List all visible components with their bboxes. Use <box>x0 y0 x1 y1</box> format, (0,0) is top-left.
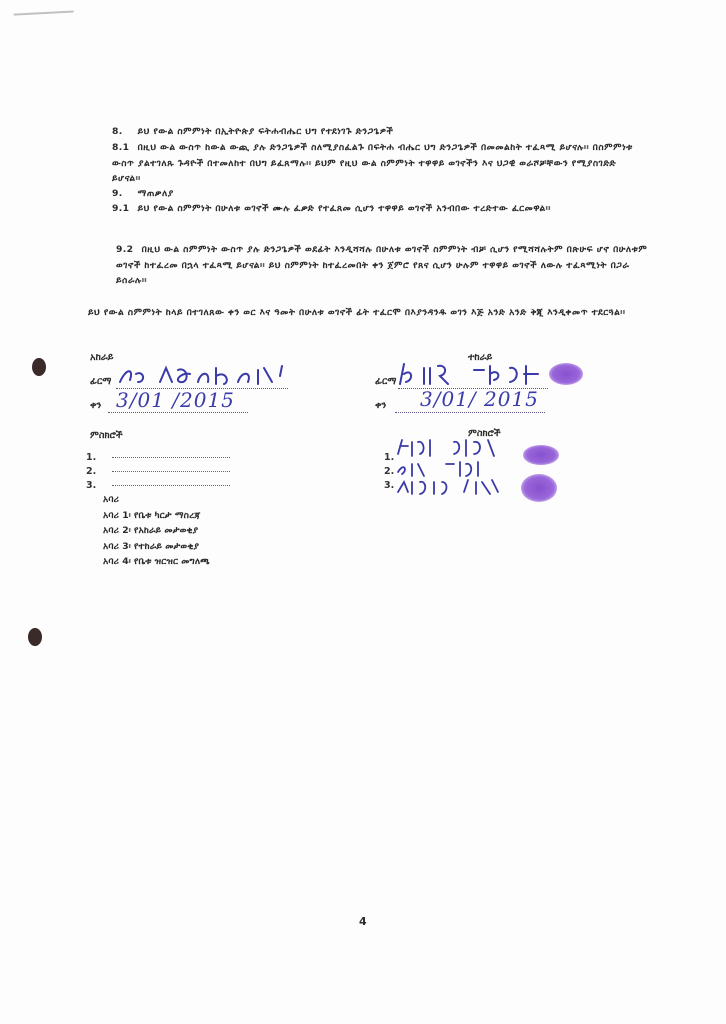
clause-8 <box>112 124 652 140</box>
clause-text: ይህ የውል ስምምነት በኢትዮጵያ ፍትሐብሔር ህግ የተደነገጉ ድንጋጌዎች <box>137 126 394 137</box>
left-date-label: ቀን <box>90 400 102 411</box>
left-signature-label: ፊርማ <box>90 376 112 387</box>
left-witness-row <box>86 480 230 491</box>
annex-item: አባሪ 1፡ የቤቱ ካርታ ማስረጃ <box>103 509 201 521</box>
right-signature-icon <box>398 358 558 390</box>
scan-artifact <box>14 10 75 29</box>
annex-item: አባሪ 3፡ የተከራይ መታወቂያ <box>103 540 200 552</box>
left-witnesses-title: ምስክሮች <box>90 430 123 441</box>
right-witness-row <box>384 466 394 477</box>
closing-statement: ይህ የውል ስምምነት ከላይ በተገለጸው ቀን ወር እና ዓመት በሁለቱ ወገኖች ፊት ተፈርሞ በእያንዳንዱ ወገን እጅ አንድ አንድ ቅጂ እንዲቀመጥ ተደርጓል፡፡ <box>88 307 626 318</box>
witness-signatures-icon <box>394 436 534 498</box>
clause-number: 9.1 <box>112 203 130 214</box>
right-date-label: ቀን <box>375 400 387 411</box>
annex-list <box>103 492 210 570</box>
clause-text: በዚህ ውል ውስጥ ከውል ውጪ ያሉ ድንጋጌዎች ስለሚያስፈልጉ በፍትሐ ብሔር ህግ ድንጋጌዎች በመመልከት ተፈጻሚ ይሆናሉ፡፡ በስምምነቱ ውስጥ ያልተገለጹ ጉዳዮች በተመለከተ በህግ ይፈጸማሉ፡፡ ይህም የዚህ ውል ስምምነት ተዋዋይ ወገኖችን እና ህጋዊ ወራሾቻቸውን የሚያስገድድ ይሆናል፡፡ <box>112 142 633 184</box>
clause-number: 9. <box>112 188 123 199</box>
page-number: 4 <box>359 915 367 928</box>
annex-title: አባሪ <box>103 494 120 505</box>
witness-number: 2. <box>86 466 97 477</box>
witness-number: 3. <box>384 480 395 491</box>
witness-number: 1. <box>86 452 97 463</box>
left-date-line <box>108 412 248 413</box>
clause-text: ማጠቃለያ <box>137 188 174 199</box>
witness-number: 1. <box>384 452 395 463</box>
clause-number: 8. <box>112 126 123 137</box>
witness-number: 2. <box>384 466 395 477</box>
clause-9-1 <box>112 201 647 217</box>
clause-8-1 <box>112 140 647 187</box>
clause-number: 9.2 <box>116 244 134 255</box>
left-signature-icon <box>116 360 296 390</box>
left-witness-row <box>86 466 230 477</box>
clause-number: 8.1 <box>112 142 130 153</box>
right-witness-row <box>384 452 394 463</box>
right-date-value: 3/01/ 2015 <box>420 387 539 411</box>
left-date-value: 3/01 /2015 <box>116 388 235 412</box>
clause-9 <box>112 186 652 202</box>
left-party-title: አከራይ <box>90 352 114 363</box>
clause-text: ይህ የውል ስምምነት በሁለቱ ወገኖች ሙሉ ፈቃድ የተፈጸመ ሲሆን ተዋዋይ ወገኖች አንብበው ተረድተው ፈርመዋል፡፡ <box>137 203 551 214</box>
punch-hole <box>32 358 46 376</box>
punch-hole <box>28 628 42 646</box>
thumbprint-stamp <box>523 445 559 465</box>
thumbprint-stamp <box>549 363 583 385</box>
right-signature-label: ፊርማ <box>375 376 397 387</box>
left-witness-row <box>86 452 230 463</box>
clause-text: በዚህ ውል ስምምነት ውስጥ ያሉ ድንጋጌዎች ወደፊት እንዲሻሻሉ በሁለቱ ወገኖች ስምምነት ብቻ ሲሆን የሚሻሻሉትም በጽሁፍ ሆኖ በሁለቱም ወገኖች ከተፈረመ በኋላ ተፈጻሚ ይሆናል፡፡ ይህ ስምምነት ከተፈረመበት ቀን ጀምሮ የጸና ሲሆን ሁሉም ተዋዋይ ወገኖች ለውሉ ተፈጻሚነት በጋራ ይሰራሉ፡፡ <box>116 244 648 286</box>
right-party-title: ተከራይ <box>468 352 493 363</box>
witness-number: 3. <box>86 480 97 491</box>
right-witness-row <box>384 480 394 491</box>
thumbprint-stamp <box>521 474 557 502</box>
annex-item: አባሪ 2፡ የአከራይ መታወቂያ <box>103 525 199 536</box>
right-witnesses-title: ምስክሮች <box>468 428 501 439</box>
annex-item: አባሪ 4፡ የቤቱ ዝርዝር መግለጫ <box>103 556 210 567</box>
right-date-line <box>395 412 545 413</box>
clause-9-2 <box>116 242 648 289</box>
